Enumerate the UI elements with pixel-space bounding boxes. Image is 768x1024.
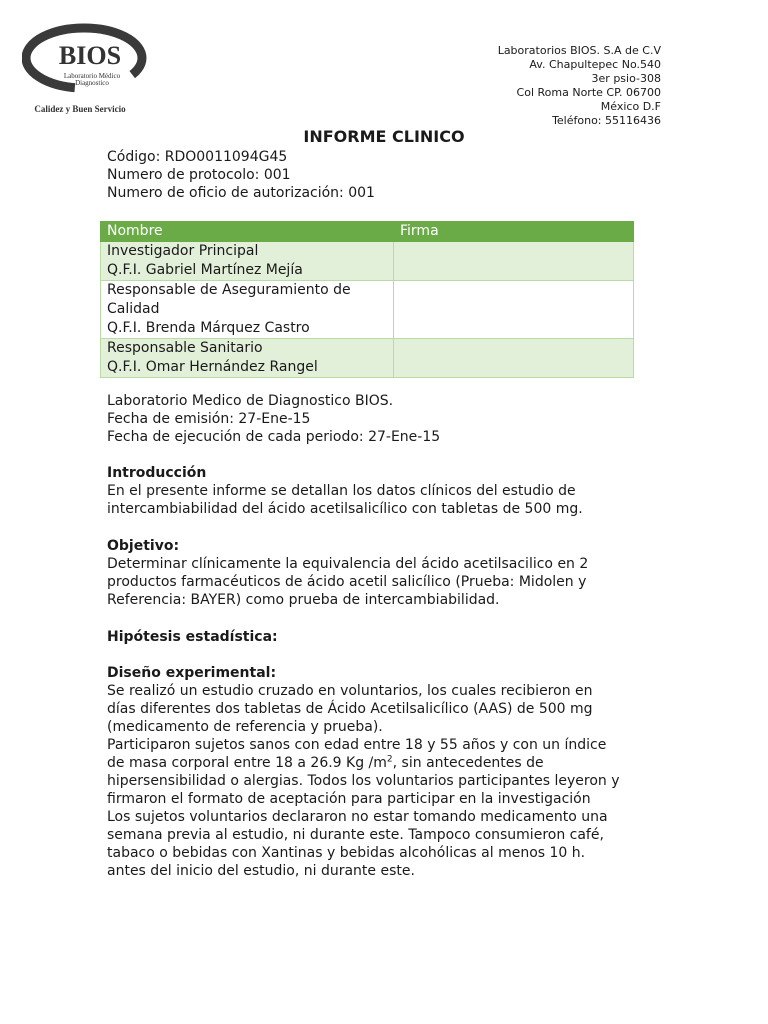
paragraph-line: intercambiabilidad del ácido acetilsalicílico con tabletas de 500 mg. — [107, 501, 583, 517]
lab-name: Laboratorio Medico de Diagnostico BIOS. — [107, 393, 394, 409]
nombre-cell: Responsable Sanitario Q.F.I. Omar Hernández Rangel — [101, 339, 394, 378]
svg-text:Calidez y Buen Servicio: Calidez y Buen Servicio — [34, 104, 126, 114]
lab-address — [498, 44, 661, 128]
paragraph-line: firmaron el formato de aceptación para participar en la investigación — [107, 791, 591, 807]
paragraph-line: (medicamento de referencia y prueba). — [107, 719, 383, 735]
paragraph-line: productos farmacéuticos de ácido acetil salicílico (Prueba: Midolen y — [107, 574, 587, 590]
paragraph-line: días diferentes dos tabletas de Ácido Acetilsalicílico (AAS) de 500 mg — [107, 701, 593, 717]
paragraph-line: Participaron sujetos sanos con edad entre 18 y 55 años y con un índice — [107, 737, 607, 753]
address-line: México D.F — [600, 100, 661, 113]
lab-info — [107, 392, 667, 446]
svg-text:Diagnostico: Diagnostico — [75, 79, 109, 87]
table-row — [101, 339, 634, 378]
paragraph-line: hipersensibilidad o alergias. Todos los voluntarios participantes leyeron y — [107, 773, 620, 789]
paragraph-line: tabaco o bebidas con Xantinas y bebidas alcohólicas al menos 10 h. — [107, 845, 586, 861]
codigo: Código: RDO0011094G45 — [107, 149, 288, 165]
header-nombre: Nombre — [101, 222, 394, 242]
diseno-heading: Diseño experimental: — [107, 665, 277, 681]
paragraph-line: semana previa al estudio, ni durante este. Tampoco consumieron café, — [107, 827, 604, 843]
superscript: 2 — [386, 754, 393, 765]
bios-logo-mark — [22, 14, 152, 118]
paragraph-line: En el presente informe se detallan los datos clínicos del estudio de — [107, 483, 576, 499]
paragraph-line-bmi: de masa corporal entre 18 a 26.9 Kg $/m^2$, sin antecedentes de — [107, 754, 544, 771]
hipotesis-heading: Hipótesis estadística: — [107, 629, 278, 645]
firma-cell — [394, 242, 634, 281]
svg-text:BIOS: BIOS — [58, 41, 122, 70]
section-objetivo — [107, 537, 667, 609]
address-line: Teléfono: 55116436 — [552, 114, 661, 127]
introduccion-heading: Introducción — [107, 465, 207, 481]
paragraph-line: Determinar clínicamente la equivalencia del ácido acetilsacilico en 2 — [107, 556, 589, 572]
nombre-cell: Investigador Principal Q.F.I. Gabriel Martínez Mejía — [101, 242, 394, 281]
address-line: Col Roma Norte CP. 06700 — [516, 86, 661, 99]
address-line: Av. Chapultepec No.540 — [529, 58, 661, 71]
fecha-emision: Fecha de emisión: 27-Ene-15 — [107, 411, 311, 427]
table-row — [101, 281, 634, 339]
header-firma: Firma — [394, 222, 634, 242]
bios-logo — [22, 14, 152, 118]
signature-table — [100, 221, 634, 378]
address-line: Laboratorios BIOS. S.A de C.V — [497, 44, 661, 57]
protocolo: Numero de protocolo: 001 — [107, 167, 291, 183]
table-row — [101, 242, 634, 281]
paragraph-line: Los sujetos voluntarios declararon no estar tomando medicamento una — [107, 809, 608, 825]
document-title: INFORME CLINICO — [303, 127, 465, 146]
paragraph-line: antes del inicio del estudio, ni durante este. — [107, 863, 415, 879]
section-hipotesis — [107, 628, 667, 646]
objetivo-heading: Objetivo: — [107, 538, 180, 554]
firma-cell — [394, 339, 634, 378]
address-line: 3er psio-308 — [591, 72, 661, 85]
svg-text:Laboratorio Médico: Laboratorio Médico — [63, 72, 121, 80]
oficio: Numero de oficio de autorización: 001 — [107, 185, 375, 201]
section-diseno — [107, 664, 667, 880]
paragraph-line: Referencia: BAYER) como prueba de intercambiabilidad. — [107, 592, 500, 608]
nombre-cell: Responsable de Aseguramiento de Calidad Q.F.I. Brenda Márquez Castro — [101, 281, 394, 339]
fecha-ejecucion: Fecha de ejecución de cada periodo: 27-Ene-15 — [107, 429, 441, 445]
paragraph-line: Se realizó un estudio cruzado en voluntarios, los cuales recibieron en — [107, 683, 593, 699]
document-meta — [107, 148, 667, 202]
section-introduccion — [107, 464, 667, 518]
firma-cell — [394, 281, 634, 339]
